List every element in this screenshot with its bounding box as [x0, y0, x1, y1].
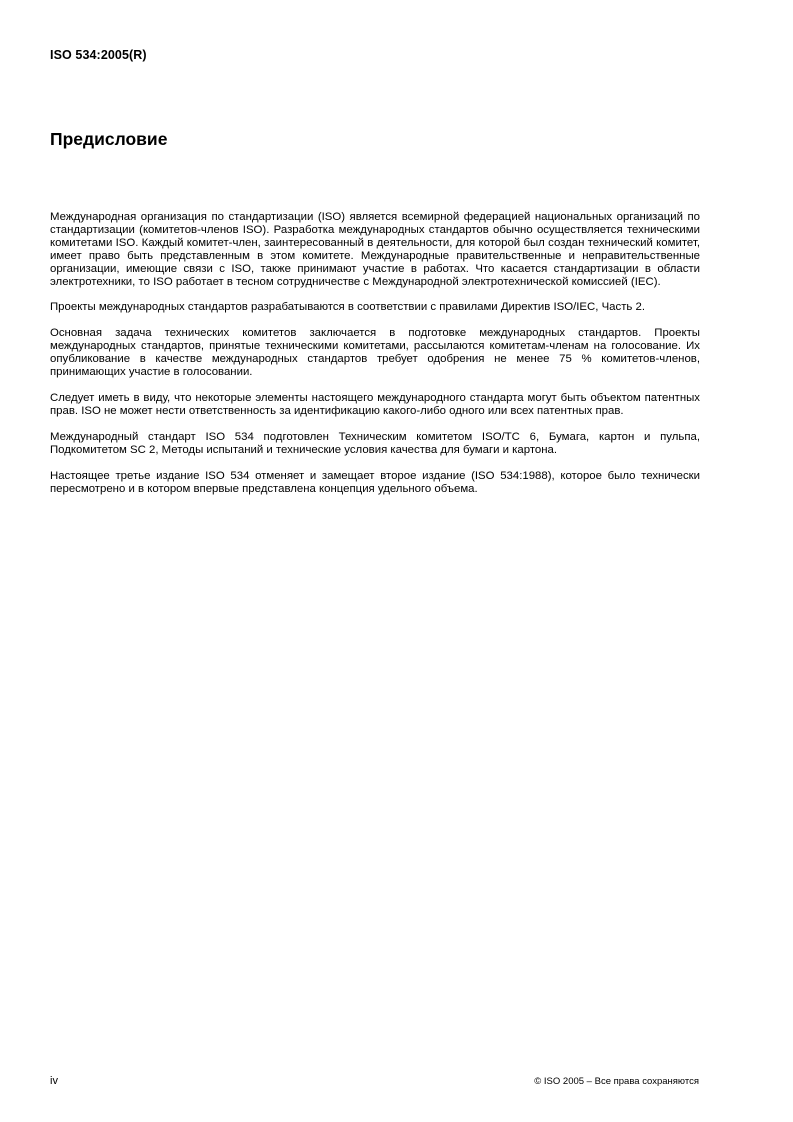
document-id: ISO 534:2005(R): [50, 48, 147, 62]
foreword-body: [50, 211, 700, 508]
paragraph-iso-organization: Международная организация по стандартизации (ISO) является всемирной федерацией национальных организаций по стандартизации (комитетов-членов ISO). Разработка международных стандартов обычно осуществляется техническими комитетами ISO. Каждый комитет-член, заинтересованный в деятельности, для которой был создан технический комитет, имеет право быть представленным в этом комитете. Международные правительственные и неправительственные организации, имеющие связи с ISO, также принимают участие в работах. Что касается стандартизации в области электротехники, то ISO работает в тесном сотрудничестве с Международной электротехнической комиссией (IEC).: [50, 211, 700, 288]
section-title: Предисловие: [50, 129, 168, 149]
copyright-notice: © ISO 2005 – Все права сохраняются: [534, 1076, 699, 1087]
paragraph-patent-rights: Следует иметь в виду, что некоторые элементы настоящего международного стандарта могут быть объектом патентных прав. ISO не может нести ответственность за идентификацию какого-либо одного или всех патентных прав.: [50, 391, 700, 417]
paragraph-directives: Проекты международных стандартов разрабатываются в соответствии с правилами Директив ISO/IEC, Часть 2.: [50, 301, 646, 314]
paragraph-edition: Настоящее третье издание ISO 534 отменяет и замещает второе издание (ISO 534:1988), которое было технически пересмотрено и в котором впервые представлена концепция удельного объема.: [50, 469, 700, 495]
paragraph-prepared-by: Международный стандарт ISO 534 подготовлен Техническим комитетом ISO/TC 6, Бумага, картон и пульпа, Подкомитетом SC 2, Методы испытаний и технические условия качества для бумаги и картона.: [50, 430, 700, 456]
page-number: iv: [50, 1075, 58, 1087]
paragraph-committee-task: Основная задача технических комитетов заключается в подготовке международных стандартов. Проекты международных стандартов, принятые техническими комитетами, рассылаются комитетам-членам на голосование. Их опубликование в качестве международных стандартов требует одобрения не менее 75 % комитетов-членов, принимающих участие в голосовании.: [50, 327, 700, 379]
